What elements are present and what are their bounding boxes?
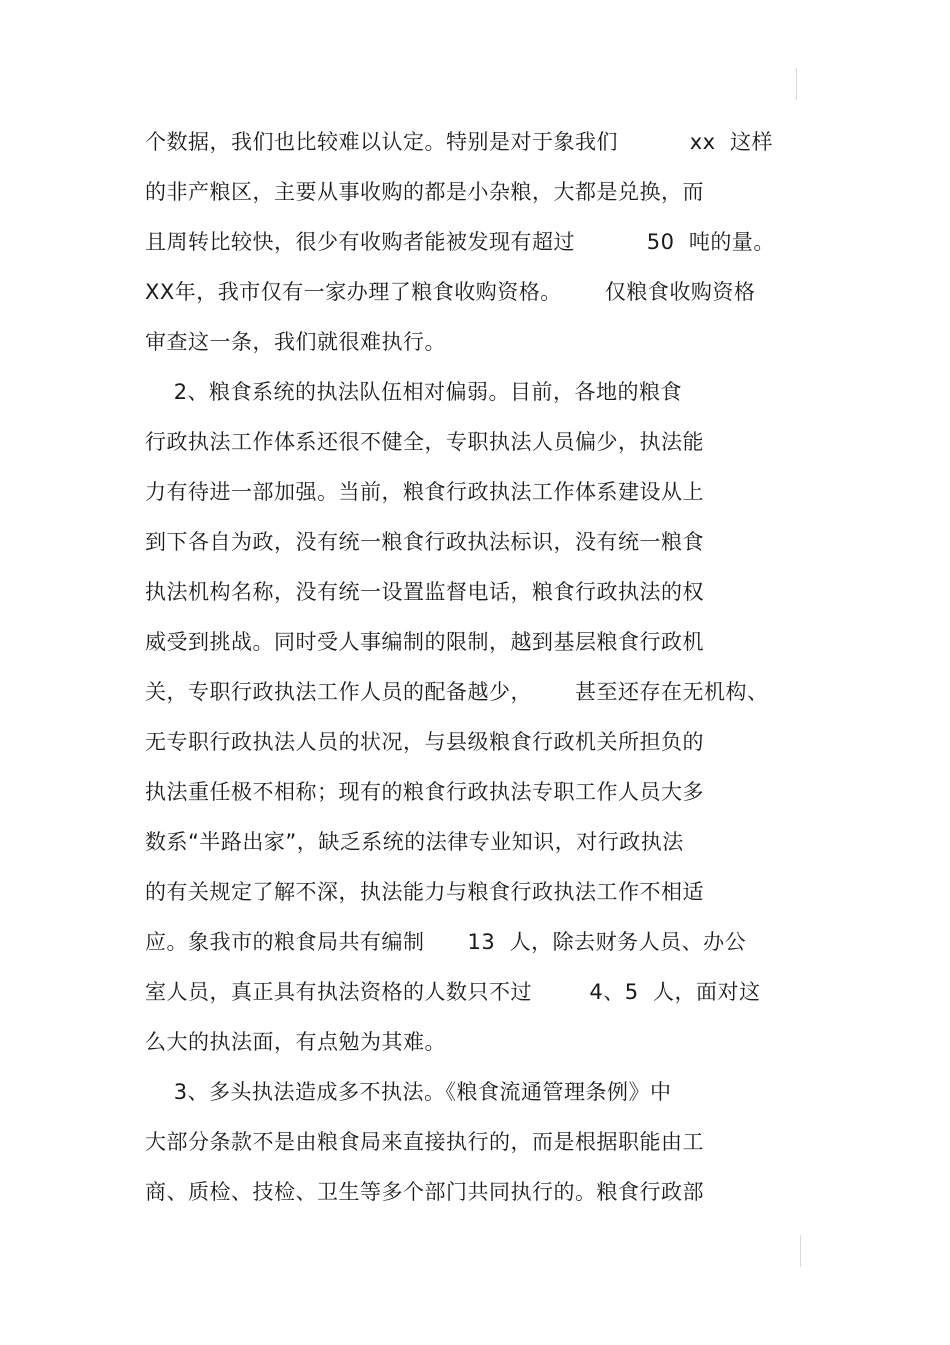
text-line: 大部分条款不是由粮食局来直接执行的，而是根据职能由工 bbox=[145, 1130, 704, 1154]
text-line: 审查这一条，我们就很难执行。 bbox=[145, 330, 446, 354]
paragraph-heading: 3、多头执法造成多不执法。《粮食流通管理条例》中 bbox=[145, 1080, 672, 1104]
page-corner-mark-bottom bbox=[800, 1235, 801, 1267]
paragraph-heading: 2、粮食系统的执法队伍相对偏弱。目前，各地的粮食 bbox=[145, 380, 683, 404]
text-line: 个数据，我们也比较难以认定。特别是对于象我们 xx 这样 bbox=[145, 130, 773, 154]
text-line: 无专职行政执法人员的状况，与县级粮食行政机关所担负的 bbox=[145, 730, 704, 754]
text-line: 的非产粮区，主要从事收购的都是小杂粮，大都是兑换，而 bbox=[145, 180, 704, 204]
text-line: 且周转比较快，很少有收购者能被发现有超过 50 吨的量。 bbox=[145, 230, 775, 254]
text-line: 么大的执法面，有点勉为其难。 bbox=[145, 1030, 446, 1054]
text-line: 执法机构名称，没有统一设置监督电话，粮食行政执法的权 bbox=[145, 580, 704, 604]
text-line: 应。象我市的粮食局共有编制 13 人，除去财务人员、办公 bbox=[145, 930, 747, 954]
text-line: 行政执法工作体系还很不健全，专职执法人员偏少，执法能 bbox=[145, 430, 704, 454]
text-line: 数系“半路出家”，缺乏系统的法律专业知识，对行政执法 bbox=[145, 830, 684, 854]
text-line: 的有关规定了解不深，执法能力与粮食行政执法工作不相适 bbox=[145, 880, 704, 904]
text-line: 商、质检、技检、卫生等多个部门共同执行的。粮食行政部 bbox=[145, 1180, 704, 1204]
text-line: 力有待进一部加强。当前，粮食行政执法工作体系建设从上 bbox=[145, 480, 704, 504]
text-line: XX年，我市仅有一家办理了粮食收购资格。 仅粮食收购资格 bbox=[145, 280, 756, 304]
text-line: 室人员，真正具有执法资格的人数只不过 4、5 人，面对这 bbox=[145, 980, 761, 1004]
text-line: 威受到挑战。同时受人事编制的限制，越到基层粮食行政机 bbox=[145, 630, 704, 654]
text-line: 关，专职行政执法工作人员的配备越少， 甚至还存在无机构、 bbox=[145, 680, 769, 704]
text-line: 到下各自为政，没有统一粮食行政执法标识，没有统一粮食 bbox=[145, 530, 704, 554]
text-line: 执法重任极不相称；现有的粮食行政执法专职工作人员大多 bbox=[145, 780, 704, 804]
page-corner-mark-top bbox=[796, 68, 797, 100]
